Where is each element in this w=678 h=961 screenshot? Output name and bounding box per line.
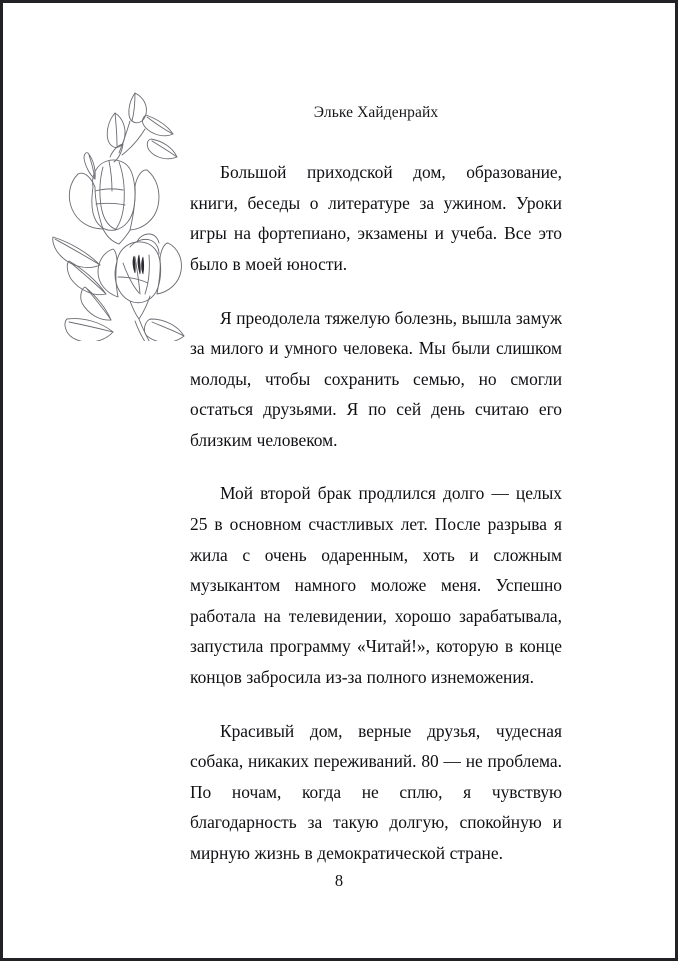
paragraph: Красивый дом, верные друзья, чудесная собака, никаких переживаний. 80 — не проблема. По ночам, когда не сплю, я чувствую благодарность за такую долгую, спокойную и мирную жизнь в демократической стране. bbox=[190, 720, 562, 864]
paragraph: Большой приходской дом, образование, книги, беседы о литературе за ужином. Уроки игры на фортепиано, экзамены и учеба. Все это было в моей юности. bbox=[190, 162, 562, 274]
chapter-author-heading: Эльке Хайденрайх bbox=[313, 104, 439, 121]
floral-illustration bbox=[51, 91, 201, 341]
page-number: 8 bbox=[334, 871, 344, 890]
text-column bbox=[190, 103, 562, 869]
paragraph: Я преодолела тяжелую болезнь, вышла замуж за милого и умного человека. Мы были слишком молоды, чтобы сохранить семью, но смогли остаться друзьями. Я по сей день считаю его близким человеком. bbox=[190, 307, 562, 450]
body-text bbox=[190, 157, 562, 868]
paragraph: Мой второй брак продлился долго — целых 25 в основном счастливых лет. После разрыва я жила с очень одаренным, хоть и сложным музыкантом намного моложе меня. Успешно работала на телевидении, хорошо зарабатывала, запустила программу «Читай!», которую в конце концов забросила из-за полного изнеможения. bbox=[190, 483, 562, 688]
